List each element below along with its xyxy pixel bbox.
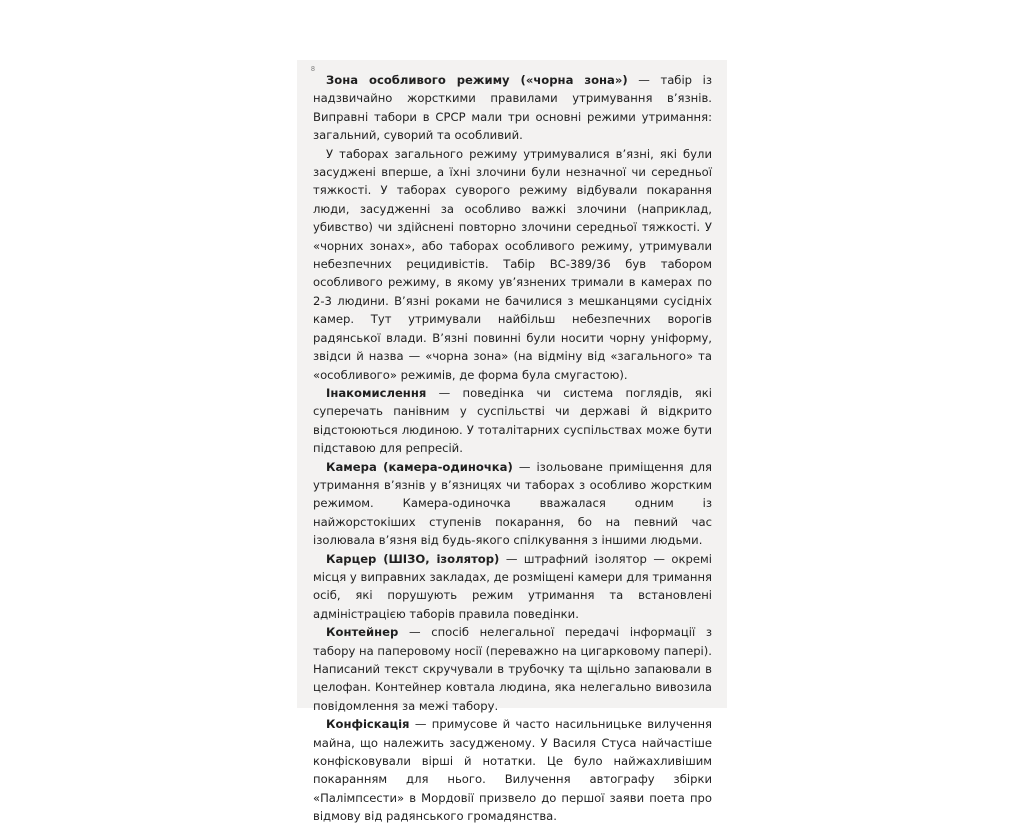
entry-term: Зона особливого режиму («чорна зона») — [326, 73, 628, 87]
entry-definition: — табір із надзвичайно жорсткими правилами утримування в’язнів. Виправні табори в СРСР мали три основні режими утримання: загальний, суворий та особливий. — [313, 73, 713, 143]
glossary-entry — [313, 623, 712, 715]
page-number: 8 — [311, 66, 315, 73]
document-page — [297, 60, 727, 824]
entry-definition: — ізольоване приміщення для утримання в’язнів у в’язницях чи таборах з особливо жорстким режимом. Камера-одиночка вважалася одним із найжорстокіших ступенів покарання, бо на певний час ізолювала в’язня від будь-якого спілкування з іншими людьми. — [313, 459, 712, 548]
entry-definition: — примусове й часто насильницьке вилучення майна, що належить засудженому. У Василя Стуса найчастіше конфісковували вірші й нотатки. Це було найжахливішим покаранням для нього. Вилучення автографу збірки «Палімпсести» в Мордовії призвело до першої заяви поета про відмову від радянського громадянства. — [313, 717, 712, 824]
glossary-entry — [313, 71, 712, 145]
entry-term: Камера (камера-одиночка) — [326, 459, 513, 474]
entry-definition: — спосіб нелегальної передачі інформації з табору на паперовому носії (переважно на цигарковому папері). Написаний текст скручували в трубочку та щільно запаювали в целофан. Контейнер ковтала людина, яка нелегально вивозила повідомлення за межі табору. — [313, 625, 712, 713]
entry-term: Конфіскація — [326, 717, 410, 732]
entry-term: Карцер (ШІЗО, ізолятор) — [326, 551, 500, 566]
entry-definition: — поведінка чи система поглядів, які суперечать панівним у суспільстві чи державі й відкрито відстоюються людиною. У тоталітарних суспільствах може бути підставою для репресій. — [313, 385, 712, 456]
entry-definition: У таборах загального режиму утримувалися в’язні, які були засуджені вперше, а їхні злочини були незначної чи середньої тяжкості. У таборах суворого режиму відбували покарання люди, засудженні за особливо важкі злочини (наприклад, убивство) чи здійснені повторно злочини середньої тяжкості. У «чорних зонах», або таборах особливого режиму, утримували небезпечних рецидивістів. Табір ВС-389/36 був табором особливого режиму, в якому ув’язнених тримали в камерах по 2-3 людини. В’язні роками не бачилися з мешканцями сусідніх камер. Тут утримували найбільш небезпечних ворогів радянської влади. В’язні повинні були носити чорну уніформу, звідси й назва — «чорна зона» (на відміну від «загального» та «особливого» режимів, де форма була смугастою). — [313, 146, 712, 382]
glossary-entry — [313, 384, 712, 458]
glossary-entry — [313, 715, 712, 825]
entry-term: Інакомислення — [326, 385, 427, 400]
entry-definition: — штрафний ізолятор — окремі місця у виправних закладах, де розміщені камери для тримання осіб, які порушують режим утримання та встановлені адміністрацією таборів правила поведінки. — [313, 551, 712, 621]
glossary-text — [313, 71, 712, 826]
glossary-entry — [313, 550, 712, 624]
glossary-entry — [313, 145, 712, 384]
glossary-entry — [313, 458, 712, 550]
entry-term: Контейнер — [326, 625, 399, 640]
